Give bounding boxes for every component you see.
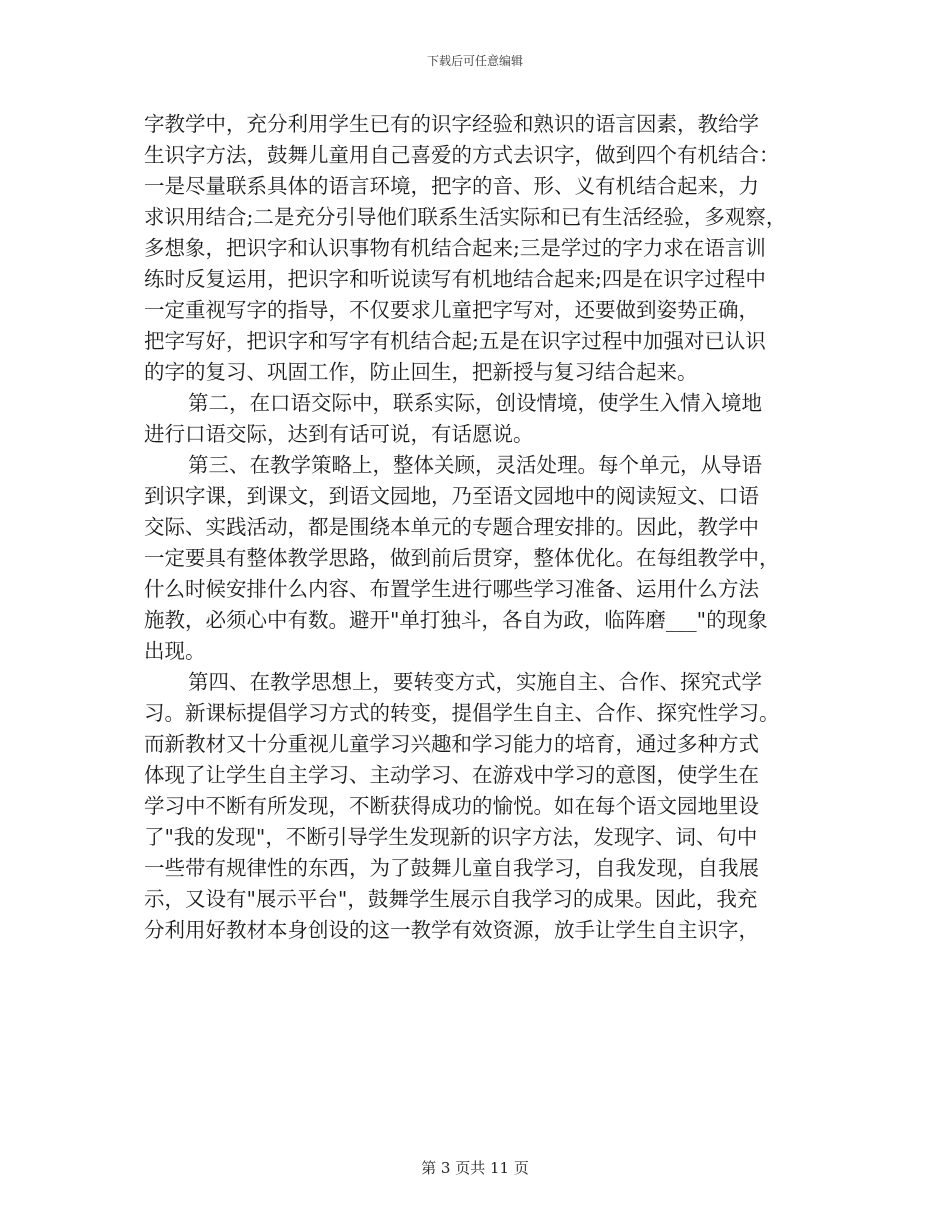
text-line: 的字的复习、巩固工作，防止回生，把新授与复习结合起来。 xyxy=(144,360,698,384)
text-line: 字教学中，充分利用学生已有的识字经验和熟识的语言因素，教给学 xyxy=(144,112,759,136)
paragraph-oral-communication xyxy=(144,388,824,450)
paragraph-literacy xyxy=(144,109,824,388)
text-line: 示，又设有"展示平台"，鼓舞学生展示自我学习的成果。因此，我充 xyxy=(144,887,758,911)
text-line: 习。新课标提倡学习方式的转变，提倡学生自主、合作、探究性学习。 xyxy=(144,701,780,725)
text-line: 到识字课，到课文，到语文园地，乃至语文园地中的阅读短文、口语 xyxy=(144,484,759,508)
text-line: 一些带有规律性的东西，为了鼓舞儿童自我学习，自我发现，自我展 xyxy=(144,856,759,880)
text-line: 练时反复运用，把识字和听说读写有机地结合起来;四是在识字过程中 xyxy=(144,267,766,291)
text-line: 生识字方法，鼓舞儿童用自己喜爱的方式去识字，做到四个有机结合： xyxy=(144,143,780,167)
text-line: 施教，必须心中有数。避开"单打独斗，各自为政，临阵磨___"的现象 xyxy=(144,608,768,632)
text-line: 一是尽量联系具体的语言环境，把字的音、形、义有机结合起来，力 xyxy=(144,174,759,198)
paragraph-teaching-strategy xyxy=(144,450,824,667)
text-line: 多想象，把识字和认识事物有机结合起来;三是学过的字力求在语言训 xyxy=(144,236,766,260)
text-line: 一定重视写字的指导，不仅要求儿童把字写对，还要做到姿势正确， xyxy=(144,298,759,322)
text-line: 而新教材又十分重视儿童学习兴趣和学习能力的培育，通过多种方式 xyxy=(144,732,759,756)
text-line: 第二，在口语交际中，联系实际，创设情境，使学生入情入境地 xyxy=(188,391,762,415)
text-line: 把字写好，把识字和写字有机结合起;五是在识字过程中加强对已认识 xyxy=(144,329,766,353)
paragraph-teaching-philosophy xyxy=(144,667,824,946)
text-line: 第三、在教学策略上，整体关顾，灵活处理。每个单元，从导语 xyxy=(188,453,762,477)
text-line: 体现了让学生自主学习、主动学习、在游戏中学习的意图，使学生在 xyxy=(144,763,759,787)
text-line: 什么时候安排什么内容、布置学生进行哪些学习准备、运用什么方法 xyxy=(144,577,759,601)
text-line: 求识用结合;二是充分引导他们联系生活实际和已有生活经验，多观察， xyxy=(144,205,787,229)
text-line: 出现。 xyxy=(144,639,206,663)
text-line: 分利用好教材本身创设的这一教学有效资源，放手让学生自主识字， xyxy=(144,918,759,942)
text-line: 一定要具有整体教学思路，做到前后贯穿，整体优化。在每组教学中， xyxy=(144,546,780,570)
page-number: 第 3 页共 11 页 xyxy=(421,1159,529,1177)
document-body xyxy=(144,109,824,946)
text-line: 第四、在教学思想上，要转变方式，实施自主、合作、探究式学 xyxy=(188,670,762,694)
text-line: 学习中不断有所发现，不断获得成功的愉悦。如在每个语文园地里设 xyxy=(144,794,759,818)
text-line: 交际、实践活动，都是围绕本单元的专题合理安排的。因此，教学中 xyxy=(144,515,759,539)
text-line: 进行口语交际，达到有话可说，有话愿说。 xyxy=(144,422,534,446)
text-line: 了"我的发现"，不断引导学生发现新的识字方法，发现字、词、句中 xyxy=(144,825,758,849)
page-header: 下载后可任意编辑 xyxy=(426,54,523,68)
